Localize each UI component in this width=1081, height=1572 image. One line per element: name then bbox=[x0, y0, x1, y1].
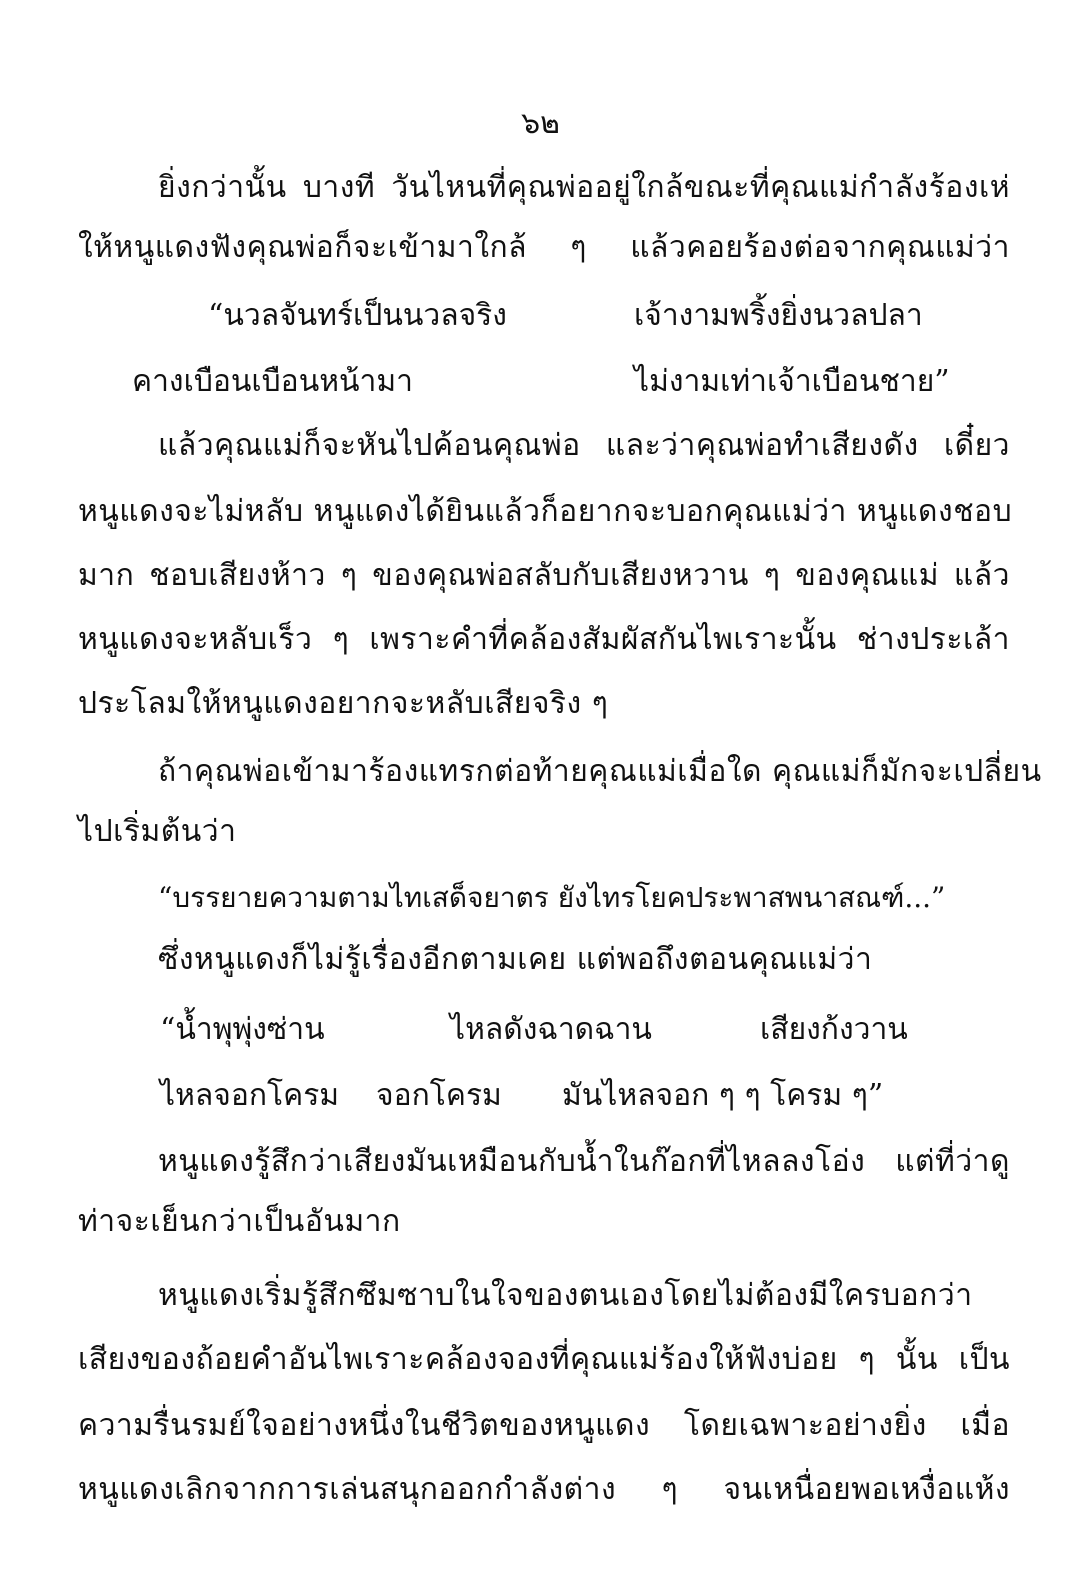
verse-line: ไหลดังฉาดฉาน bbox=[450, 1012, 652, 1047]
verse-line: “นวลจันทร์เป็นนวลจริง bbox=[208, 298, 507, 333]
verse-line: จอกโครม bbox=[376, 1078, 502, 1113]
text-line: หนูแดงเลิกจากการเล่นสนุกออกกำลังต่าง ๆ จนเหนื่อยพอเหงื่อแห้ง bbox=[78, 1472, 1010, 1507]
verse-line: ไม่งามเท่าเจ้าเบือนชาย” bbox=[634, 364, 950, 399]
text-line: ท่าจะเย็นกว่าเป็นอันมาก bbox=[78, 1204, 401, 1239]
text-line: ประโลมให้หนูแดงอยากจะหลับเสียจริง ๆ bbox=[78, 686, 609, 721]
verse-line: เจ้างามพริ้งยิ่งนวลปลา bbox=[634, 298, 923, 333]
verse-line: “น้ำพุพุ่งซ่าน bbox=[160, 1012, 325, 1047]
text-line: ซึ่งหนูแดงก็ไม่รู้เรื่องอีกตามเคย แต่พอถึงตอนคุณแม่ว่า bbox=[158, 942, 873, 977]
text-line: หนูแดงเริ่มรู้สึกซึมซาบในใจของตนเองโดยไม่ต้องมีใครบอกว่า bbox=[158, 1278, 973, 1313]
verse-line: มันไหลจอก ๆ ๆ โครม ๆ” bbox=[562, 1078, 884, 1113]
verse-line: ไหลจอกโครม bbox=[160, 1078, 340, 1113]
text-line: มาก ชอบเสียงห้าว ๆ ของคุณพ่อสลับกับเสียงหวาน ๆ ของคุณแม่ แล้ว bbox=[78, 558, 1010, 593]
text-line: ความรื่นรมย์ใจอย่างหนึ่งในชีวิตของหนูแดง โดยเฉพาะอย่างยิ่ง เมื่อ bbox=[78, 1408, 1010, 1443]
page-number: ๖๒ bbox=[521, 106, 560, 141]
verse-line: คางเบือนเบือนหน้ามา bbox=[132, 364, 413, 399]
text-line: ไปเริ่มต้นว่า bbox=[78, 814, 237, 849]
text-line: ยิ่งกว่านั้น บางที วันไหนที่คุณพ่ออยู่ใกล้ขณะที่คุณแม่กำลังร้องเห่ bbox=[158, 170, 1010, 205]
text-line: หนูแดงจะไม่หลับ หนูแดงได้ยินแล้วก็อยากจะบอกคุณแม่ว่า หนูแดงชอบ bbox=[78, 494, 1013, 529]
text-line: แล้วคุณแม่ก็จะหันไปค้อนคุณพ่อ และว่าคุณพ่อทำเสียงดัง เดี๋ยว bbox=[158, 428, 1010, 463]
text-line: ถ้าคุณพ่อเข้ามาร้องแทรกต่อท้ายคุณแม่เมื่อใด คุณแม่ก็มักจะเปลี่ยน bbox=[158, 754, 1042, 789]
text-line: ให้หนูแดงฟังคุณพ่อก็จะเข้ามาใกล้ ๆ แล้วคอยร้องต่อจากคุณแม่ว่า bbox=[78, 230, 1010, 265]
verse-line: เสียงก้งวาน bbox=[760, 1012, 908, 1047]
text-line: หนูแดงรู้สึกว่าเสียงมันเหมือนกับน้ำในก๊อกที่ไหลลงโอ่ง แต่ที่ว่าดู bbox=[158, 1144, 1010, 1179]
text-line: หนูแดงจะหลับเร็ว ๆ เพราะคำที่คล้องสัมผัสกันไพเราะนั้น ช่างประเล้า bbox=[78, 622, 1010, 657]
text-line: เสียงของถ้อยคำอันไพเราะคล้องจองที่คุณแม่ร้องให้ฟังบ่อย ๆ นั้น เป็น bbox=[78, 1342, 1010, 1377]
quoted-line: “บรรยายความตามไทเสด็จยาตร ยังไทรโยคประพาสพนาสณฑ์...” bbox=[158, 881, 946, 914]
